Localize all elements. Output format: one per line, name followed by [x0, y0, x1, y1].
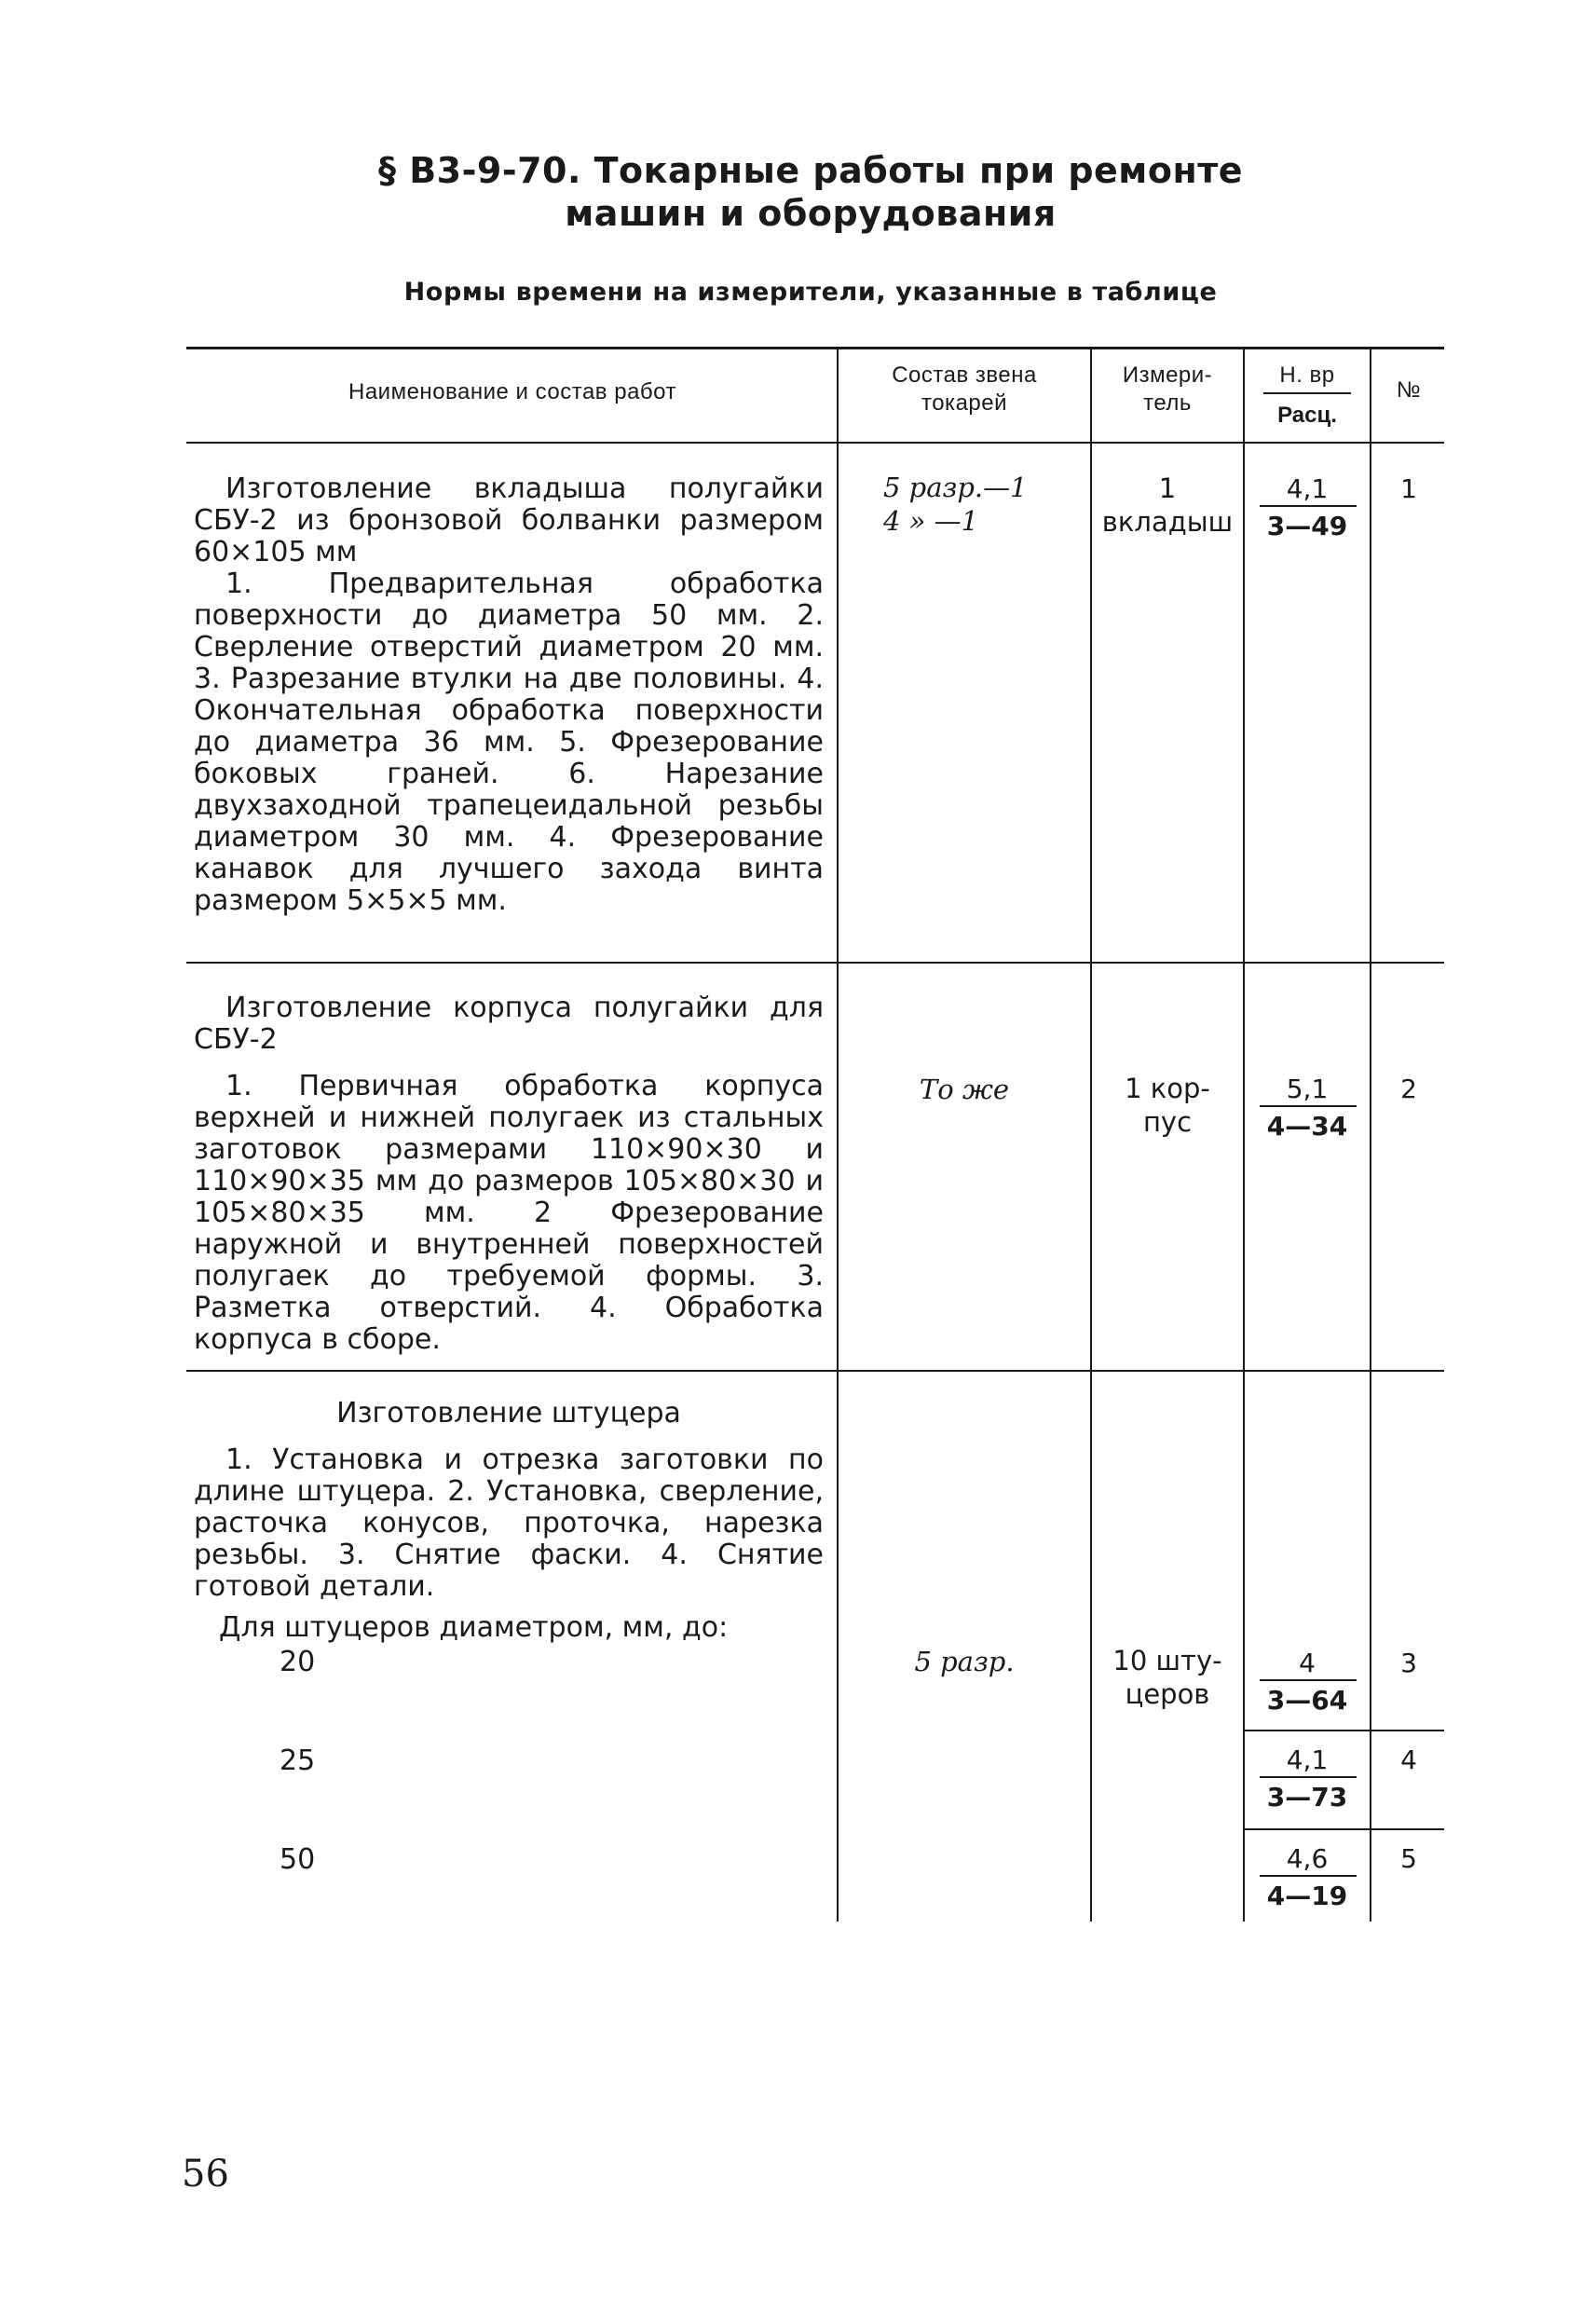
- row-3-rate-25: 3—73: [1266, 1782, 1348, 1813]
- row-1-unit-2: вкладыш: [1101, 506, 1234, 538]
- section-title-line-2: машин и оборудования: [565, 193, 1057, 234]
- header-norm: Н. вр: [1279, 363, 1335, 388]
- row-2-number: 2: [1400, 1074, 1417, 1104]
- header-crew-1: Состав звена: [892, 363, 1037, 388]
- row-1-rate: 3—49: [1266, 511, 1348, 541]
- fraction-bar: [1260, 1105, 1357, 1107]
- row-1-unit-1: 1: [1158, 472, 1177, 504]
- row-1-title: Изготовление вкладыша полугайки СБУ-2 из бронзовой болванки размером 60×105 мм: [194, 472, 824, 568]
- row-1-crew-2: 4 » —1: [883, 505, 979, 537]
- row-divider: [186, 1370, 1444, 1372]
- fraction-bar: [1260, 1679, 1357, 1681]
- row-3-unit-1: 10 шту-: [1112, 1645, 1222, 1676]
- fraction-bar: [1260, 1875, 1357, 1877]
- header-crew-2: токарей: [921, 390, 1008, 416]
- row-3-number-50: 5: [1400, 1843, 1417, 1874]
- row-3-rate-20: 3—64: [1266, 1685, 1348, 1716]
- row-1-number: 1: [1400, 473, 1417, 504]
- header-name: Наименование и состав работ: [348, 379, 676, 404]
- row-3-crew: 5 разр.: [914, 1646, 1015, 1677]
- row-3-diameter-20: 20: [280, 1646, 316, 1678]
- row-2-unit-1: 1 кор-: [1125, 1073, 1210, 1104]
- row-3-norm-20: 4: [1299, 1648, 1316, 1678]
- section-title-line-1: § В3-9-70. Токарные работы при ремонте: [377, 150, 1244, 191]
- column-divider: [1090, 347, 1092, 1922]
- row-1-body: 1. Предварительная обработка поверхности до диаметра 50 мм. 2. Сверление отверстий диаметром 20 мм. 3. Разрезание втулки на две половины. 4. Окончательная обработка поверхности до диаметра 36 мм. 5. Фрезерование боковых граней. 6. Нарезание двухзаходной трапецеидальной резьбы диаметром 30 мм. 4. Фрезерование канавок для лучшего захода винта размером 5×5×5 мм.: [194, 568, 824, 917]
- row-3-diameter-25: 25: [280, 1744, 316, 1777]
- subrow-divider: [1243, 1730, 1444, 1731]
- header-rate: Расц.: [1277, 403, 1337, 428]
- row-3-norm-25: 4,1: [1286, 1744, 1329, 1775]
- row-2-description: [194, 992, 824, 1356]
- fraction-bar: [1263, 392, 1351, 394]
- row-2-body: 1. Первичная обработка корпуса верхней и нижней полугаек из стальных заготовок размерами 110×90×30 и 110×90×35 мм до размеров 105×80×30 и 105×80×35 мм. 2 Фрезерование наружной и внутренней поверхностей полугаек до требуемой формы. 3. Разметка отверстий. 4. Обработка корпуса в сборе.: [194, 1070, 824, 1356]
- row-1-description: [194, 473, 824, 917]
- row-3-unit-2: церов: [1125, 1678, 1210, 1710]
- row-2-crew: То же: [919, 1074, 1010, 1105]
- row-3-diameter-50: 50: [280, 1843, 316, 1876]
- row-2-unit-2: пус: [1142, 1106, 1193, 1138]
- header-unit-2: тель: [1143, 390, 1192, 416]
- table-caption: Нормы времени на измерители, указанные в таблице: [403, 278, 1218, 307]
- header-unit-1: Измери-: [1122, 363, 1213, 388]
- table-top-rule: [186, 347, 1444, 349]
- fraction-bar: [1260, 505, 1357, 507]
- row-2-norm: 5,1: [1286, 1074, 1329, 1104]
- header-number: №: [1396, 377, 1422, 403]
- row-3-number-25: 4: [1400, 1744, 1417, 1775]
- column-divider: [1243, 347, 1245, 1922]
- row-3-number-20: 3: [1400, 1648, 1417, 1678]
- row-3-norm-50: 4,6: [1286, 1843, 1329, 1874]
- page-number: 56: [182, 2153, 229, 2196]
- row-2-rate: 4—34: [1266, 1111, 1348, 1142]
- subrow-divider: [1243, 1828, 1444, 1830]
- row-2-title: Изготовление корпуса полугайки для СБУ-2: [194, 992, 824, 1056]
- row-3-description: [194, 1398, 824, 1603]
- header-bottom-rule: [186, 442, 1444, 444]
- row-1-crew-1: 5 разр.—1: [883, 472, 1028, 503]
- fraction-bar: [1260, 1776, 1357, 1778]
- column-divider: [1370, 347, 1371, 1922]
- row-3-diameter-label: Для штуцеров диаметром, мм, до:: [219, 1611, 729, 1644]
- column-divider: [837, 347, 839, 1922]
- row-3-body: 1. Установка и отрезка заготовки по длине штуцера. 2. Установка, сверление, расточка конусов, проточка, нарезка резьбы. 3. Снятие фаски. 4. Снятие готовой детали.: [194, 1443, 824, 1603]
- row-3-rate-50: 4—19: [1266, 1881, 1348, 1911]
- row-1-norm: 4,1: [1286, 473, 1329, 504]
- row-3-title: Изготовление штуцера: [336, 1397, 681, 1430]
- row-divider: [186, 962, 1444, 964]
